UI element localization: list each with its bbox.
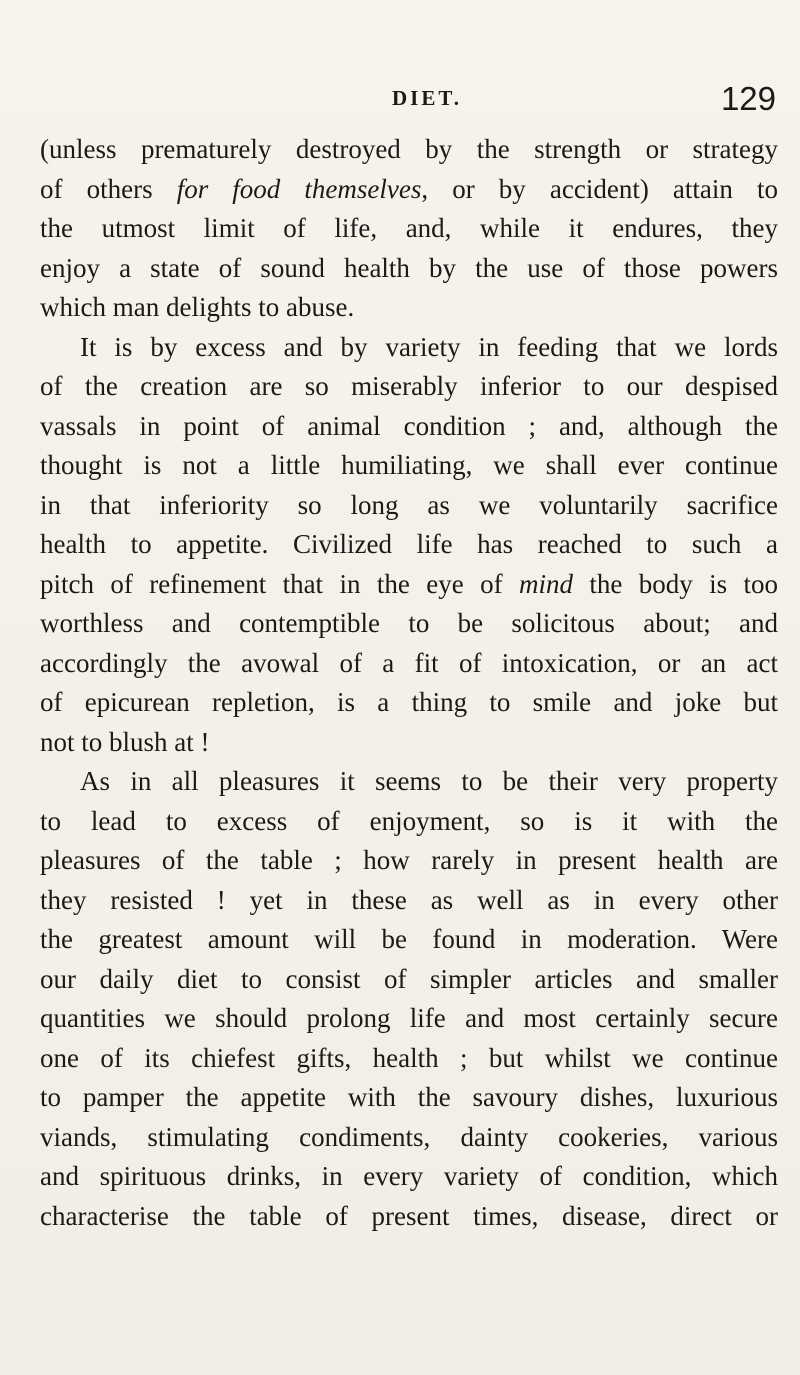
text-line: pleasures of the table ; how rarely in present health are [40,845,778,875]
page-number: 129 [720,80,776,117]
text-run: of others [40,173,177,204]
text-run: the body is too [572,568,778,599]
text-line: enjoy a state of sound health by the use of those powers [40,252,778,283]
running-head [40,80,776,120]
text-line: and spirituous drinks, in every variety of condition, which [40,1161,778,1191]
text-line: It is by excess and by variety in feeding that we lords [80,331,778,362]
text-line: vassals in point of animal condition ; and, although the [40,410,778,441]
text-line: one of its chiefest gifts, health ; but whilst we continue [40,1042,778,1073]
text-line [40,565,778,605]
text-line: to pamper the appetite with the savoury dishes, luxurious [40,1082,778,1112]
text-line: to lead to excess of enjoyment, so is it with the [40,805,778,836]
italic-phrase: mind [518,568,573,599]
text-run: , or by accident) attain to [421,173,778,204]
running-title: DIET. [392,86,463,110]
text-line: they resisted ! yet in these as well as in every other [40,884,778,915]
text-line: thought is not a little humiliating, we shall ever continue [40,450,778,480]
text-line: worthless and contemptible to be solicitous about; and [40,608,778,638]
text-line: characterise the table of present times, disease, direct or [40,1200,778,1231]
italic-phrase: for food themselves [176,173,422,204]
text-line: of the creation are so miserably inferior to our despised [40,371,778,401]
text-line: which man delights to abuse. [40,292,355,322]
body-text [40,130,778,1236]
text-line: health to appetite. Civilized life has reached to such a [40,529,778,559]
text-line: not to blush at ! [40,726,210,757]
text-line [40,170,778,210]
text-line: the greatest amount will be found in moderation. Were [40,924,778,954]
text-line: the utmost limit of life, and, while it endures, they [40,213,778,243]
text-line: accordingly the avowal of a fit of intoxication, or an act [40,647,778,678]
text-line: our daily diet to consist of simpler articles and smaller [40,963,778,994]
text-line: viands, stimulating condiments, dainty cookeries, various [40,1121,778,1152]
text-line: quantities we should prolong life and most certainly secure [40,1003,778,1033]
text-run: pitch of refinement that in the eye of [40,568,519,599]
text-line: of epicurean repletion, is a thing to smile and joke but [40,687,778,717]
text-line: (unless prematurely destroyed by the strength or strategy [40,134,778,164]
text-line: As in all pleasures it seems to be their very property [80,766,778,796]
text-line: in that inferiority so long as we voluntarily sacrifice [40,489,778,520]
